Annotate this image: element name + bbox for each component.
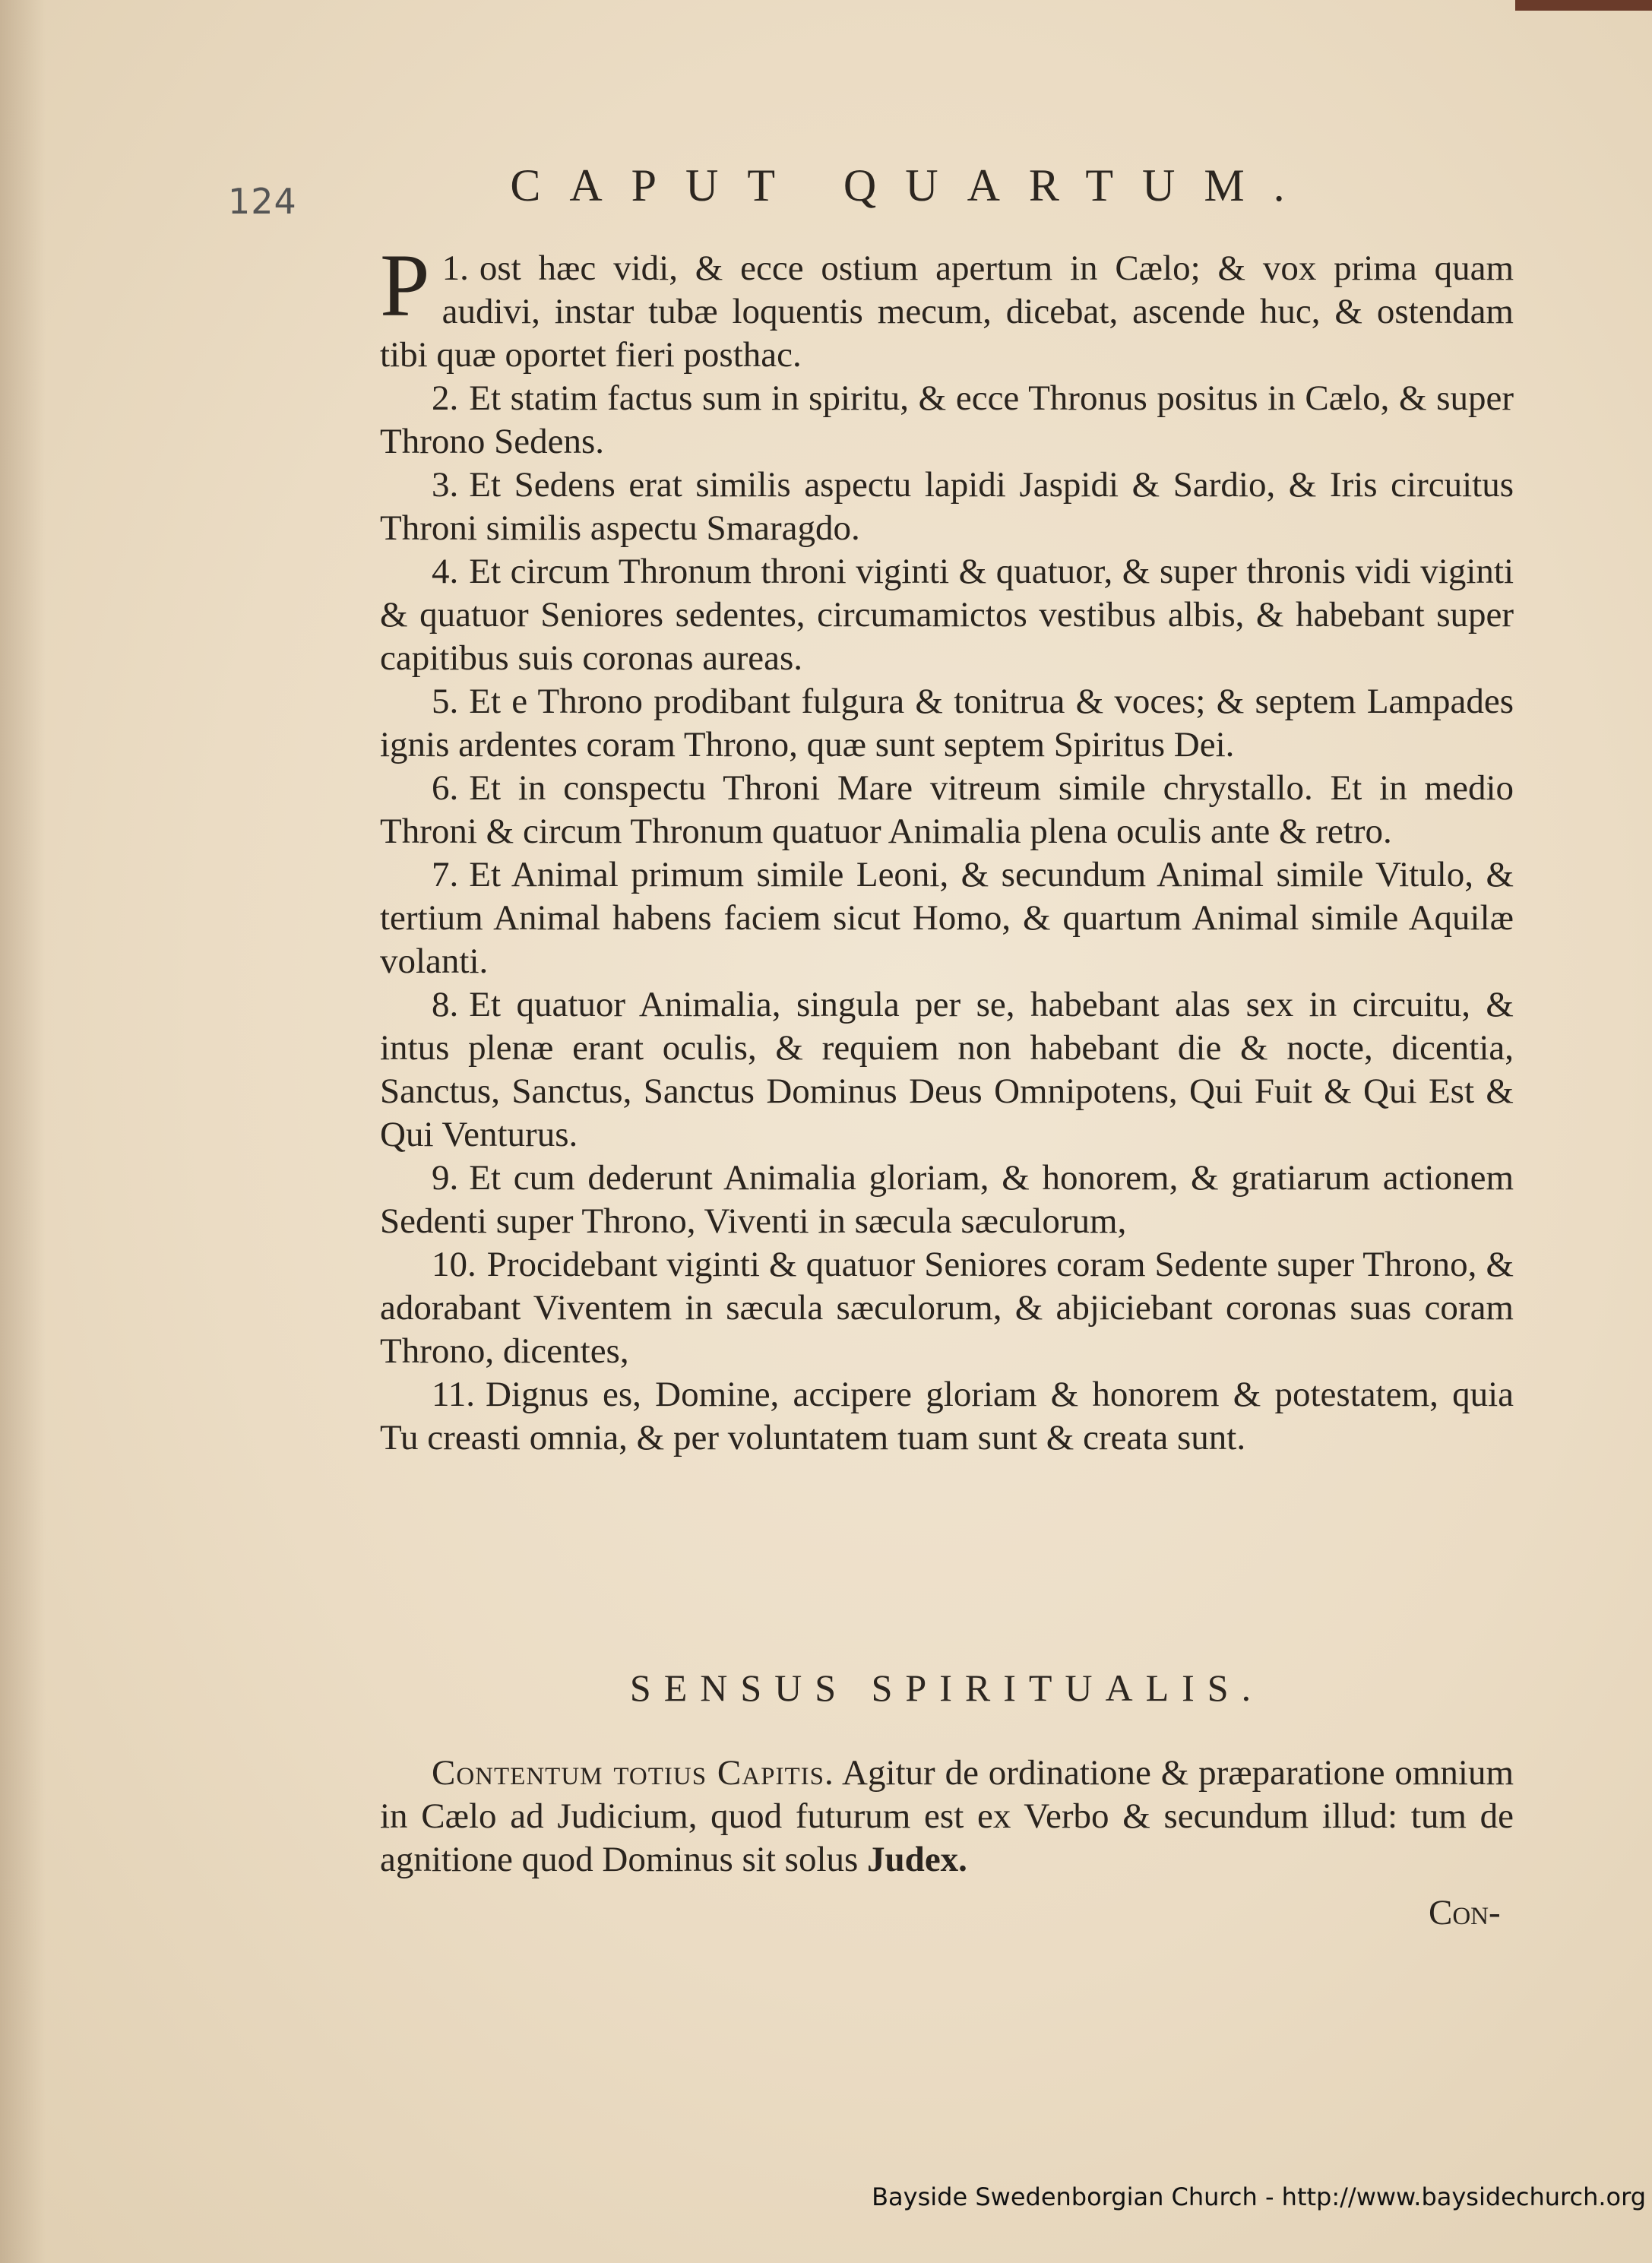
verse-number: 3. [432,465,459,505]
verse-number: 6. [432,768,459,808]
verse-number: 4. [432,552,459,591]
verse-3 [380,464,1514,550]
verse-text: Et quatuor Animalia, singula per se, habebant alas sex in circuitu, & intus plenæ erant oculis, & requiem non habebant die & nocte, dicentia, Sanctus, Sanctus, Sanctus Dominus Deus Omnipotens, Qui Fuit & Qui Est & Qui Venturus. [380,985,1514,1154]
verse-9 [380,1157,1514,1243]
page-edge-strip [1515,0,1652,11]
verse-text: ost hæc vidi, & ecce ostium apertum in Cælo; & vox prima quam audivi, instar tubæ loquentis mecum, dicebat, ascende huc, & ostendam tibi quæ oportet fieri posthac. [380,248,1514,375]
verse-text: Et Sedens erat similis aspectu lapidi Jaspidi & Sardio, & Iris circuitus Throni similis aspectu Smaragdo. [380,465,1514,548]
verse-number: 7. [432,855,459,894]
verse-text-block [380,236,1514,1460]
verse-7 [380,853,1514,983]
watermark-footer: Bayside Swedenborgian Church - http://www.baysidechurch.org [872,2182,1646,2211]
verse-number: 1. [441,248,469,288]
verse-number: 9. [432,1158,459,1198]
verse-text: Et statim factus sum in spiritu, & ecce Thronus positus in Cælo, & super Throno Sedens. [380,378,1514,461]
verse-text: Et in conspectu Throni Mare vitreum simile chrystallo. Et in medio Throni & circum Thronum quatuor Animalia plena oculis ante & retro. [380,768,1514,851]
catchword: Con- [1429,1893,1501,1932]
spine-shadow [0,0,46,2263]
verse-text: Procidebant viginti & quatuor Seniores coram Sedente super Throno, & adorabant Viventem in sæcula sæculorum, & abjiciebant coronas suas coram Throno, dicentes, [380,1245,1514,1371]
verse-number: 10. [432,1245,476,1284]
verse-text: Et Animal primum simile Leoni, & secundum Animal simile Vitulo, & tertium Animal habens faciem sicut Homo, & quartum Animal simile Aquilæ volanti. [380,855,1514,981]
verse-2 [380,377,1514,464]
chapter-summary [380,1752,1514,1882]
drop-cap: P [380,236,430,335]
verse-text: Et e Throno prodibant fulgura & tonitrua & voces; & septem Lampades ignis ardentes coram Throno, quæ sunt septem Spiritus Dei. [380,682,1514,764]
summary-text: Agitur de ordinatione & præparatione omnium in Cælo ad Judicium, quod futurum est ex Verbo & secundum illud: tum de agnitione quod Dominus sit solus [380,1753,1514,1879]
verse-number: 8. [432,985,459,1024]
chapter-title: CAPUT QUARTUM. [510,160,1314,210]
verse-text: Et circum Thronum throni viginti & quatuor, & super thronis vidi viginti & quatuor Seniores sedentes, circumamictos vestibus albis, & habebant super capitibus suis coronas aureas. [380,552,1514,678]
section-title: SENSUS SPIRITUALIS. [629,1666,1264,1709]
verse-8 [380,983,1514,1157]
verse-number: 11. [432,1375,476,1414]
verse-4 [380,550,1514,680]
verse-number: 5. [432,682,459,721]
verse-6 [380,767,1514,853]
summary-lead: Contentum totius Capitis. [432,1753,834,1793]
verse-number: 2. [432,378,459,418]
verse-11 [380,1373,1514,1460]
verse-text: Et cum dederunt Animalia gloriam, & honorem, & gratiarum actionem Sedenti super Throno, Viventi in sæcula sæculorum, [380,1158,1514,1241]
verse-text: Dignus es, Domine, accipere gloriam & honorem & potestatem, quia Tu creasti omnia, & per voluntatem tuam sunt & creata sunt. [380,1375,1514,1457]
summary-last-word: Judex. [867,1840,967,1879]
verse-5 [380,680,1514,767]
verse-10 [380,1243,1514,1373]
verse-1 [380,236,1514,377]
handwritten-page-number: 124 [228,181,297,222]
